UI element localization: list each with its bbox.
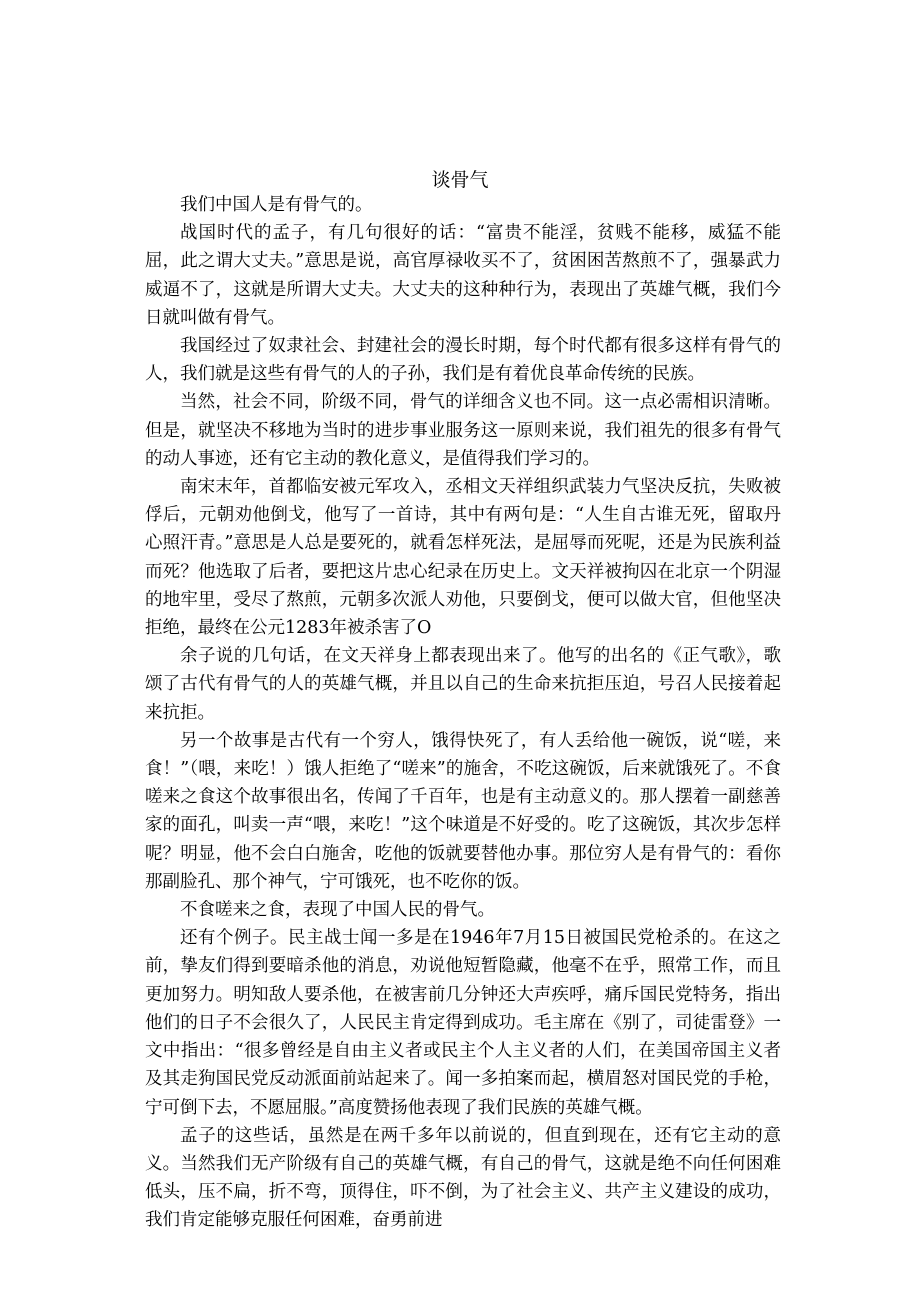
- paragraph-4: 当然，社会不同，阶级不同，骨气的详细含义也不同。这一点必需相识清晰。但是，就坚决不移地为当时的进步事业服务这一原则来说，我们祖先的很多有骨气的动人事迹，还有它主动的教化意义，是值得我们学习的。: [145, 392, 781, 469]
- paragraph-3: 我国经过了奴隶社会、封建社会的漫长时期，每个时代都有很多这样有骨气的人，我们就是这些有骨气的人的子孙，我们是有着优良革命传统的民族。: [145, 336, 781, 385]
- paragraph-1: 我们中国人是有骨气的。: [180, 195, 373, 215]
- paragraph-8: 不食嗟来之食，表现了中国人民的骨气。: [180, 900, 495, 921]
- paragraph-2: 战国时代的孟子，有几句很好的话：“富贵不能淫，贫贱不能移，威猛不能屈，此之谓大丈夫。”意思是说，高官厚禄收买不了，贫困困苦熬煎不了，强暴武力威逼不了，这就是所谓大丈夫。大丈夫的这种种行为，表现出了英雄气概，我们今日就叫做有骨气。: [145, 223, 781, 328]
- document-body: [145, 191, 781, 1235]
- paragraph-5: 南宋末年，首都临安被元军攻入，丞相文天祥组织武装力气坚决反抗，失败被俘后，元朝劝他倒戈，他写了一首诗，其中有两句是：“人生自古谁无死，留取丹心照汗青。”意思是人总是要死的，就看怎样死法，是屈辱而死呢，还是为民族利益而死？他选取了后者，要把这片忠心纪录在历史上。文天祥被拘囚在北京一个阴湿的地牢里，受尽了熬煎，元朝多次派人劝他，只要倒戈，便可以做大官，但他坚决拒绝，最终在公元1283年被杀害了O: [145, 477, 781, 639]
- paragraph-7: 另一个故事是古代有一个穷人，饿得快死了，有人丢给他一碗饭，说“嗟，来食！”（喂，来吃！）饿人拒绝了“嗟来”的施舍，不吃这碗饭，后来就饿死了。不食嗟来之食这个故事很出名，传闻了千百年，也是有主动意义的。那人摆着一副慈善家的面孔，叫卖一声“喂，来吃！”这个味道是不好受的。吃了这碗饭，其次步怎样呢？明显，他不会白白施舍，吃他的饭就要替他办事。那位穷人是有骨气的：看你那副脸孔、那个神气，宁可饿死，也不吃你的饭。: [145, 730, 781, 892]
- document-title: 谈骨气: [431, 169, 489, 191]
- paragraph-9: 还有个例子。民主战士闻一多是在1946年7月15日被国民党枪杀的。在这之前，挚友们得到要暗杀他的消息，劝说他短暂隐藏，他毫不在乎，照常工作，而且更加努力。明知敌人要杀他，在被害前几分钟还大声疾呼，痛斥国民党特务，指出他们的日子不会很久了，人民民主肯定得到成功。毛主席在《别了，司徒雷登》一文中指出：“很多曾经是自由主义者或民主个人主义者的人们，在美国帝国主义者及其走狗国民党反动派面前站起来了。闻一多拍案而起，横眉怒对国民党的手枪，宁可倒下去，不愿屈服。”高度赞扬他表现了我们民族的英雄气概。: [145, 928, 781, 1118]
- paragraph-10: 孟子的这些话，虽然是在两千多年以前说的，但直到现在，还有它主动的意义。当然我们无产阶级有自己的英雄气概，有自己的骨气，这就是绝不向任何困难低头，压不扁，折不弯，顶得住，吓不倒，为了社会主义、共产主义建设的成功，我们肯定能够克服任何困难，奋勇前进: [145, 1125, 781, 1231]
- paragraph-6: 余子说的几句话，在文天祥身上都表现出来了。他写的出名的《正气歌》，歌颂了古代有骨气的人的英雄气概，并且以自己的生命来抗拒压迫，号召人民接着起来抗拒。: [145, 646, 781, 723]
